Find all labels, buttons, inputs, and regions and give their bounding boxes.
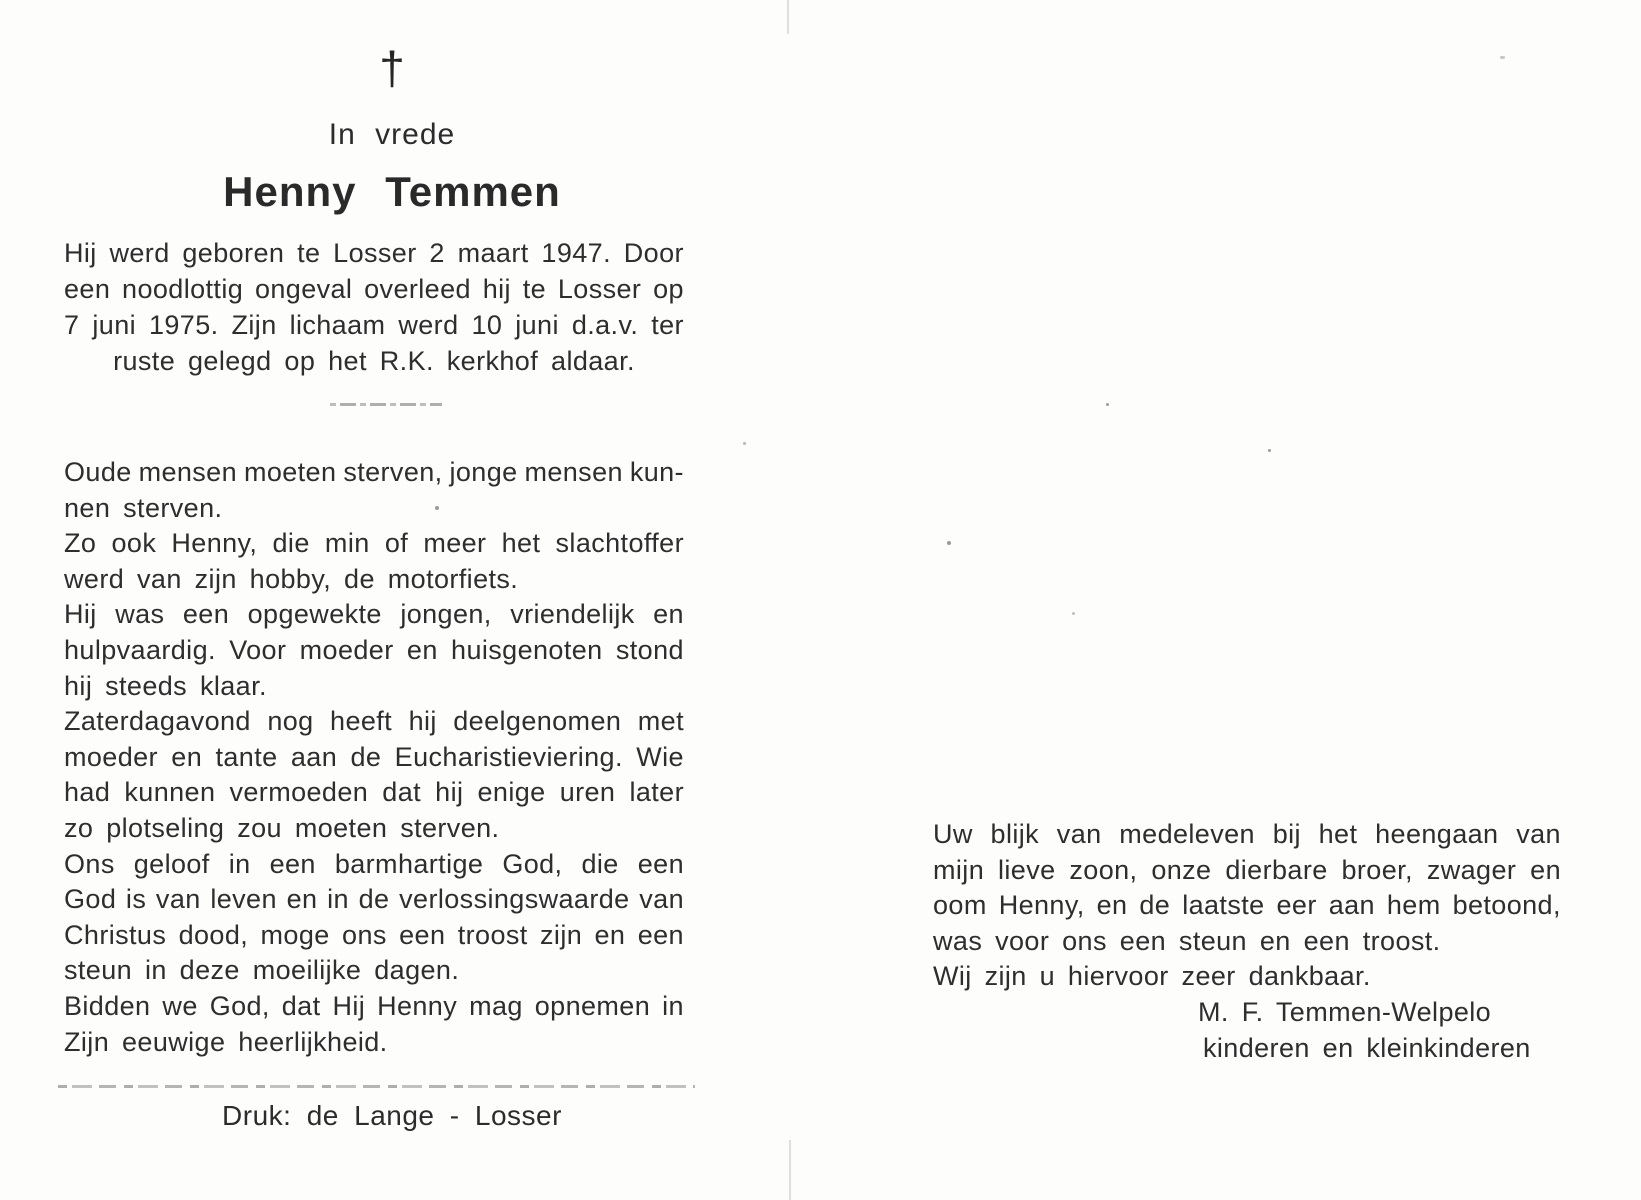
- text-line: moeder en tante aan de Eucharistieviering. Wie: [64, 741, 684, 772]
- scan-speck: [1500, 56, 1505, 59]
- page-fold-mark: [787, 0, 789, 34]
- text-line: Ons geloof in een barmhartige God, die een: [64, 848, 684, 879]
- text-line: steun in deze moeilijke dagen.: [64, 955, 460, 986]
- text-line: had kunnen vermoeden dat hij enige uren later: [64, 777, 684, 808]
- cross-icon: †: [379, 42, 405, 94]
- scan-speck: [1106, 403, 1109, 406]
- text-line: Wij zijn u hiervoor zeer dankbaar.: [933, 961, 1371, 992]
- deceased-name-title: Henny Temmen: [223, 168, 561, 215]
- text-line: 7 juni 1975. Zijn lichaam werd 10 juni d.a.v. ter: [64, 310, 684, 340]
- page-fold-mark: [789, 1140, 791, 1200]
- text-line: nen sterven.: [64, 492, 223, 523]
- text-line: Christus dood, moge ons een troost zijn en een: [64, 919, 684, 950]
- memorial-text-paragraph: [64, 455, 684, 1060]
- text-line: Zaterdagavond nog heeft hij deelgenomen met: [64, 706, 684, 737]
- printer-credit: Druk: de Lange - Losser: [222, 1100, 562, 1131]
- text-line: Hij was een opgewekte jongen, vriendelijk en: [64, 599, 684, 630]
- section-divider: [330, 403, 442, 406]
- scan-speck: [743, 442, 746, 445]
- text-line: Zo ook Henny, die min of meer het slachtoffer: [64, 528, 684, 559]
- text-line: hulpvaardig. Voor moeder en huisgenoten stond: [64, 634, 684, 665]
- text-line: ruste gelegd op het R.K. kerkhof aldaar.: [113, 346, 635, 376]
- text-line: hij steeds klaar.: [64, 670, 267, 701]
- text-line: een noodlottig ongeval overleed hij te Losser op: [64, 274, 684, 304]
- birth-death-paragraph: [64, 235, 684, 379]
- scan-speck: [1072, 612, 1075, 615]
- text-line: Uw blijk van medeleven bij het heengaan van: [933, 819, 1561, 849]
- text-line: zo plotseling zou moeten sterven.: [64, 812, 500, 843]
- text-line: God is van leven en in de verlossingswaarde van: [64, 884, 684, 915]
- left-page: [64, 0, 684, 1200]
- in-peace-subtitle: In vrede: [328, 118, 456, 151]
- signature-relatives: kinderen en kleinkinderen: [1203, 1032, 1531, 1063]
- scan-speck: [1268, 449, 1271, 452]
- text-line: oom Henny, en de laatste eer aan hem betoond,: [933, 890, 1561, 921]
- text-line: Bidden we God, dat Hij Henny mag opnemen in: [64, 990, 684, 1021]
- scan-speck: [947, 541, 951, 545]
- text-line: Hij werd geboren te Losser 2 maart 1947. Door: [64, 238, 684, 268]
- text-line: Zijn eeuwige heerlijkheid.: [64, 1026, 388, 1057]
- text-line: mijn lieve zoon, onze dierbare broer, zwager en: [933, 854, 1561, 885]
- scan-speck: [435, 506, 439, 510]
- text-line: werd van zijn hobby, de motorfiets.: [64, 563, 519, 594]
- right-page: [933, 817, 1561, 1066]
- signature-name: M. F. Temmen-Welpelo: [1198, 996, 1492, 1027]
- text-line: Oude mensen moeten sterven, jonge mensen kun-: [64, 457, 684, 487]
- footer-divider: [58, 1085, 695, 1088]
- text-line: was voor ons een steun en een troost.: [933, 925, 1441, 956]
